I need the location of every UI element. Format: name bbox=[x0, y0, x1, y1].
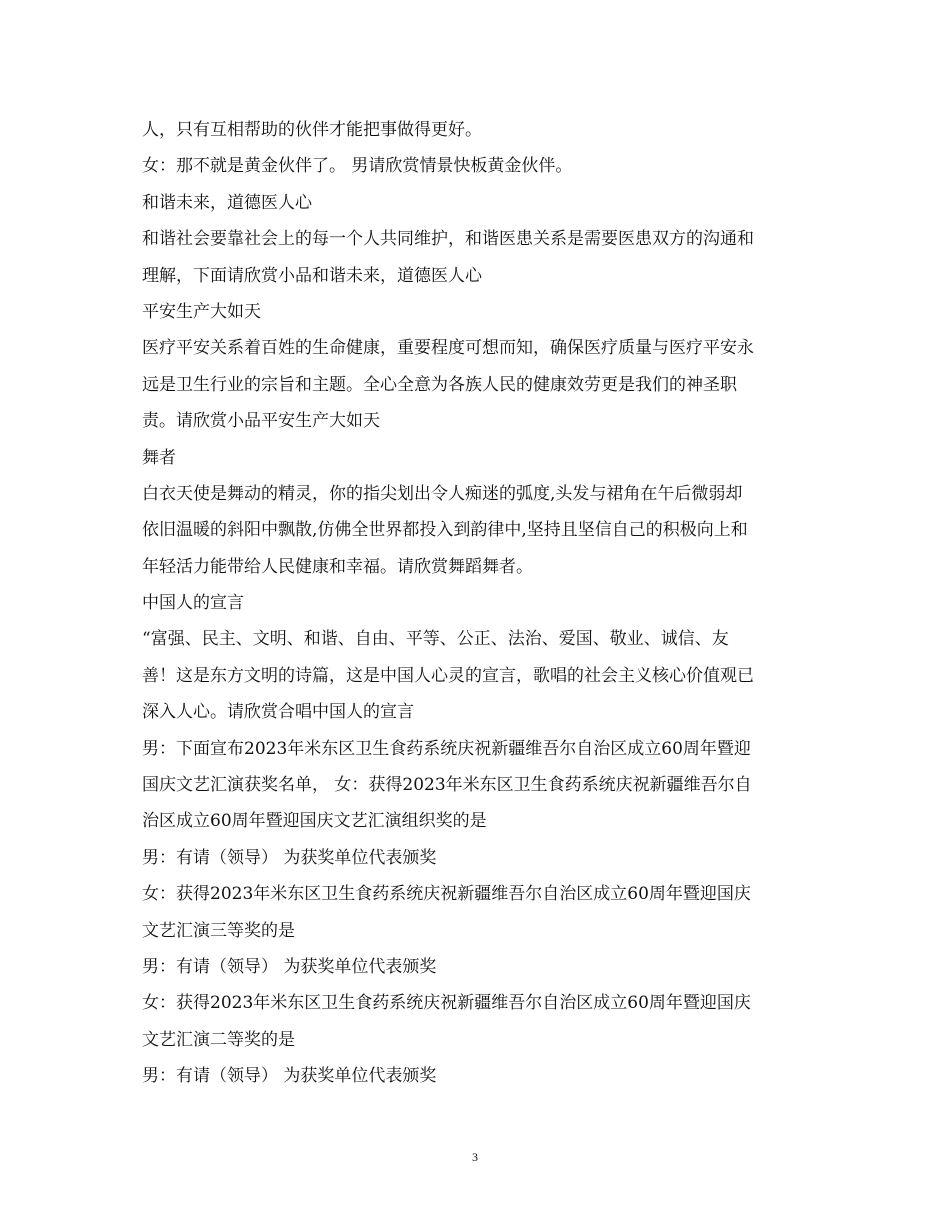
section-heading: 和谐未来，道德医人心 bbox=[142, 192, 312, 213]
text-line: 远是卫生行业的宗旨和主题。全心全意为各族人民的健康效劳更是我们的神圣职 bbox=[142, 374, 737, 395]
text-line: 女：获得2023年米东区卫生食药系统庆祝新疆维吾尔自治区成立60周年暨迎国庆 bbox=[142, 993, 751, 1014]
text-line: 人，只有互相帮助的伙伴才能把事做得更好。 bbox=[142, 120, 482, 140]
text-line: 男：下面宣布2023年米东区卫生食药系统庆祝新疆维吾尔自治区成立60周年暨迎 bbox=[142, 738, 751, 759]
text-line: “富强、民主、文明、和谐、自由、平等、公正、法治、爱国、敬业、诚信、友 bbox=[142, 629, 729, 650]
section-heading: 舞者 bbox=[142, 447, 176, 468]
text-line: 和谐社会要靠社会上的每一个人共同维护，和谐医患关系是需要医患双方的沟通和 bbox=[142, 229, 754, 250]
text-line: 依旧温暖的斜阳中飘散,仿佛全世界都投入到韵律中,坚持且坚信自己的积极向上和 bbox=[142, 520, 748, 541]
section-heading: 中国人的宣言 bbox=[142, 593, 244, 614]
section-heading: 平安生产大如天 bbox=[142, 301, 261, 322]
text-line: 治区成立60周年暨迎国庆文艺汇演组织奖的是 bbox=[142, 811, 487, 832]
document-body bbox=[142, 112, 822, 1095]
text-line: 文艺汇演二等奖的是 bbox=[142, 1029, 295, 1050]
text-line: 医疗平安关系着百姓的生命健康，重要程度可想而知，确保医疗质量与医疗平安永 bbox=[142, 338, 754, 359]
text-line: 善！这是东方文明的诗篇，这是中国人心灵的宣言，歌唱的社会主义核心价值观已 bbox=[142, 665, 754, 686]
page-number: 3 bbox=[472, 1150, 478, 1164]
text-line: 女：那不就是黄金伙伴了。 男请欣赏情景快板黄金伙伴。 bbox=[142, 156, 573, 177]
text-line: 年轻活力能带给人民健康和幸福。请欣赏舞蹈舞者。 bbox=[142, 556, 533, 577]
text-line: 文艺汇演三等奖的是 bbox=[142, 920, 295, 941]
text-line: 深入人心。请欣赏合唱中国人的宣言 bbox=[142, 702, 414, 723]
text-line: 国庆文艺汇演获奖名单， 女：获得2023年米东区卫生食药系统庆祝新疆维吾尔自 bbox=[142, 775, 752, 796]
text-line: 责。请欣赏小品平安生产大如天 bbox=[142, 411, 380, 432]
text-line: 女：获得2023年米东区卫生食药系统庆祝新疆维吾尔自治区成立60周年暨迎国庆 bbox=[142, 884, 751, 905]
text-line: 男：有请（领导） 为获奖单位代表颁奖 bbox=[142, 1066, 437, 1087]
text-line: 男：有请（领导） 为获奖单位代表颁奖 bbox=[142, 956, 437, 977]
text-line: 白衣天使是舞动的精灵，你的指尖划出令人痴迷的弧度,头发与裙角在午后微弱却 bbox=[142, 483, 743, 504]
text-line: 理解，下面请欣赏小品和谐未来，道德医人心 bbox=[142, 265, 482, 286]
text-line: 男：有请（领导） 为获奖单位代表颁奖 bbox=[142, 847, 437, 868]
